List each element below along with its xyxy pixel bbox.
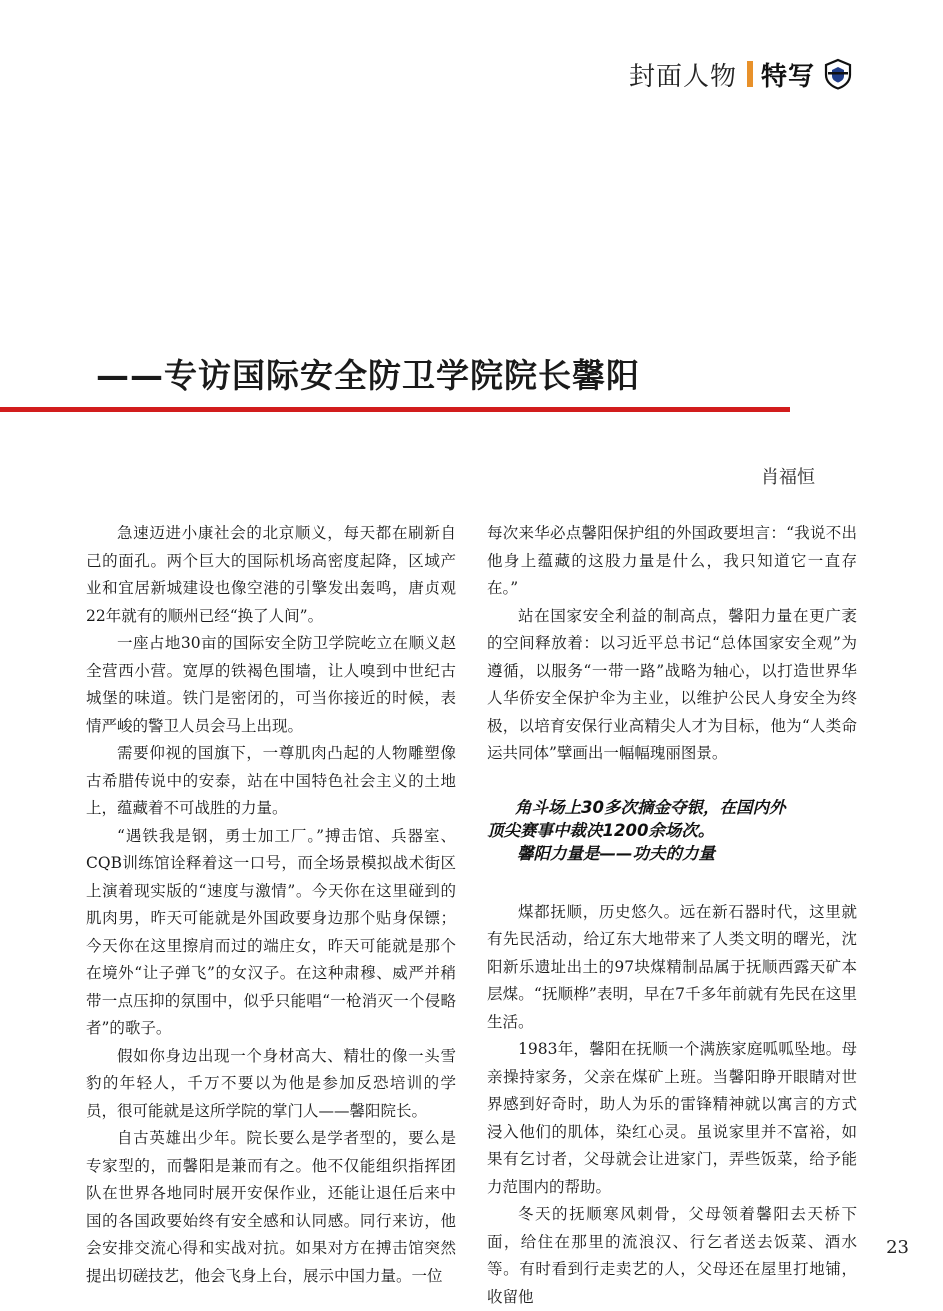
section-label: 封面人物 [628,61,737,92]
shield-logo-icon [823,58,853,90]
feature-label: 特写 [760,61,815,92]
paragraph: 1983年，馨阳在抚顺一个满族家庭呱呱坠地。母亲操持家务，父亲在煤矿上班。当馨阳睁开眼睛对世界感到好奇时，助人为乐的雷锋精神就以寓言的方式浸入他们的肌体，染红心灵。虽说家里并不富裕，如果有乞讨者，父母就会让进家门，弄些饭菜，给予能力范围内的帮助。 [487,1040,857,1196]
left-column [86,520,456,1290]
paragraph: 自古英雄出少年。院长要么是学者型的，要么是专家型的，而馨阳是兼而有之。他不仅能组织指挥团队在世界各地同时展开安保作业，还能让退任后来中国的各国政要始终有安全感和认同感。同行来访，他会安排交流心得和实战对抗。如果对方在搏击馆突然提出切磋技艺，他会飞身上台，展示中国力量。一位 [86,1129,456,1285]
red-divider-rule [0,407,790,412]
paragraph: 需要仰视的国旗下，一尊肌肉凸起的人物雕塑像古希腊传说中的安泰，站在中国特色社会主义的土地上，蕴藏着不可战胜的力量。 [86,744,456,817]
page-number: 23 [886,1237,909,1258]
paragraph: 一座占地30亩的国际安全防卫学院屹立在顺义赵全营西小营。宽厚的铁褐色围墙，让人嗅到中世纪古城堡的味道。铁门是密闭的，可当你接近的时候，表情严峻的警卫人员会马上出现。 [86,634,456,735]
header-divider [747,61,753,87]
paragraph: 冬天的抚顺寒风刺骨，父母领着馨阳去天桥下面，给住在那里的流浪汉、行乞者送去饭菜、酒水等。有时看到行走卖艺的人，父母还在屋里打地铺，收留他 [487,1205,857,1306]
running-header [629,56,853,92]
right-column [487,520,857,1311]
paragraph: “遇铁我是钢，勇士加工厂。”搏击馆、兵器室、CQB训练馆诠释着这一口号，而全场景模拟战术街区上演着现实版的“速度与激情”。今天你在这里碰到的肌肉男，昨天可能就是外国政要身边那个贴身保镖；今天你在这里擦肩而过的端庄女，昨天可能就是那个在境外“让子弹飞”的女汉子。在这种肃穆、威严并稍带一点压抑的氛围中，似乎只能唱“一枪消灭一个侵略者”的歌子。 [86,826,456,1037]
paragraph: 站在国家安全利益的制高点，馨阳力量在更广袤的空间释放着：以习近平总书记“总体国家安全观”为遵循，以服务“一带一路”战略为轴心，以打造世界华人华侨安全保护伞为主业，以维护公民人身安全为终极，以培育安保行业高精尖人才为目标，他为“人类命运共同体”擘画出一幅幅瑰丽图景。 [487,606,857,762]
author-byline: 肖福恒 [761,467,815,488]
subheading-line: 角斗场上30多次摘金夺银，在国内外 [515,797,786,817]
article-subtitle: ——专访国际安全防卫学院院长馨阳 [96,356,640,395]
subheading-line: 馨阳力量是——功夫的力量 [517,843,715,863]
paragraph: 假如你身边出现一个身材高大、精壮的像一头雪豹的年轻人，千万不要以为他是参加反恐培训的学员，很可能就是这所学院的掌门人——馨阳院长。 [86,1046,456,1120]
paragraph: 煤都抚顺，历史悠久。远在新石器时代，这里就有先民活动，给辽东大地带来了人类文明的曙光，沈阳新乐遗址出土的97块煤精制品属于抚顺西露天矿本层煤。“抚顺桦”表明，早在7千多年前就有先民在这里生活。 [487,902,857,1031]
paragraph: 每次来华必点馨阳保护组的外国政要坦言：“我说不出他身上蕴藏的这股力量是什么，我只知道它一直存在。” [487,524,857,597]
section-subheading [487,796,857,865]
paragraph: 急速迈进小康社会的北京顺义，每天都在刷新自己的面孔。两个巨大的国际机场高密度起降，区域产业和宜居新城建设也像空港的引擎发出轰鸣，唐贞观22年就有的顺州已经“换了人间”。 [86,524,456,625]
subheading-line: 顶尖赛事中裁决1200余场次。 [487,820,715,840]
